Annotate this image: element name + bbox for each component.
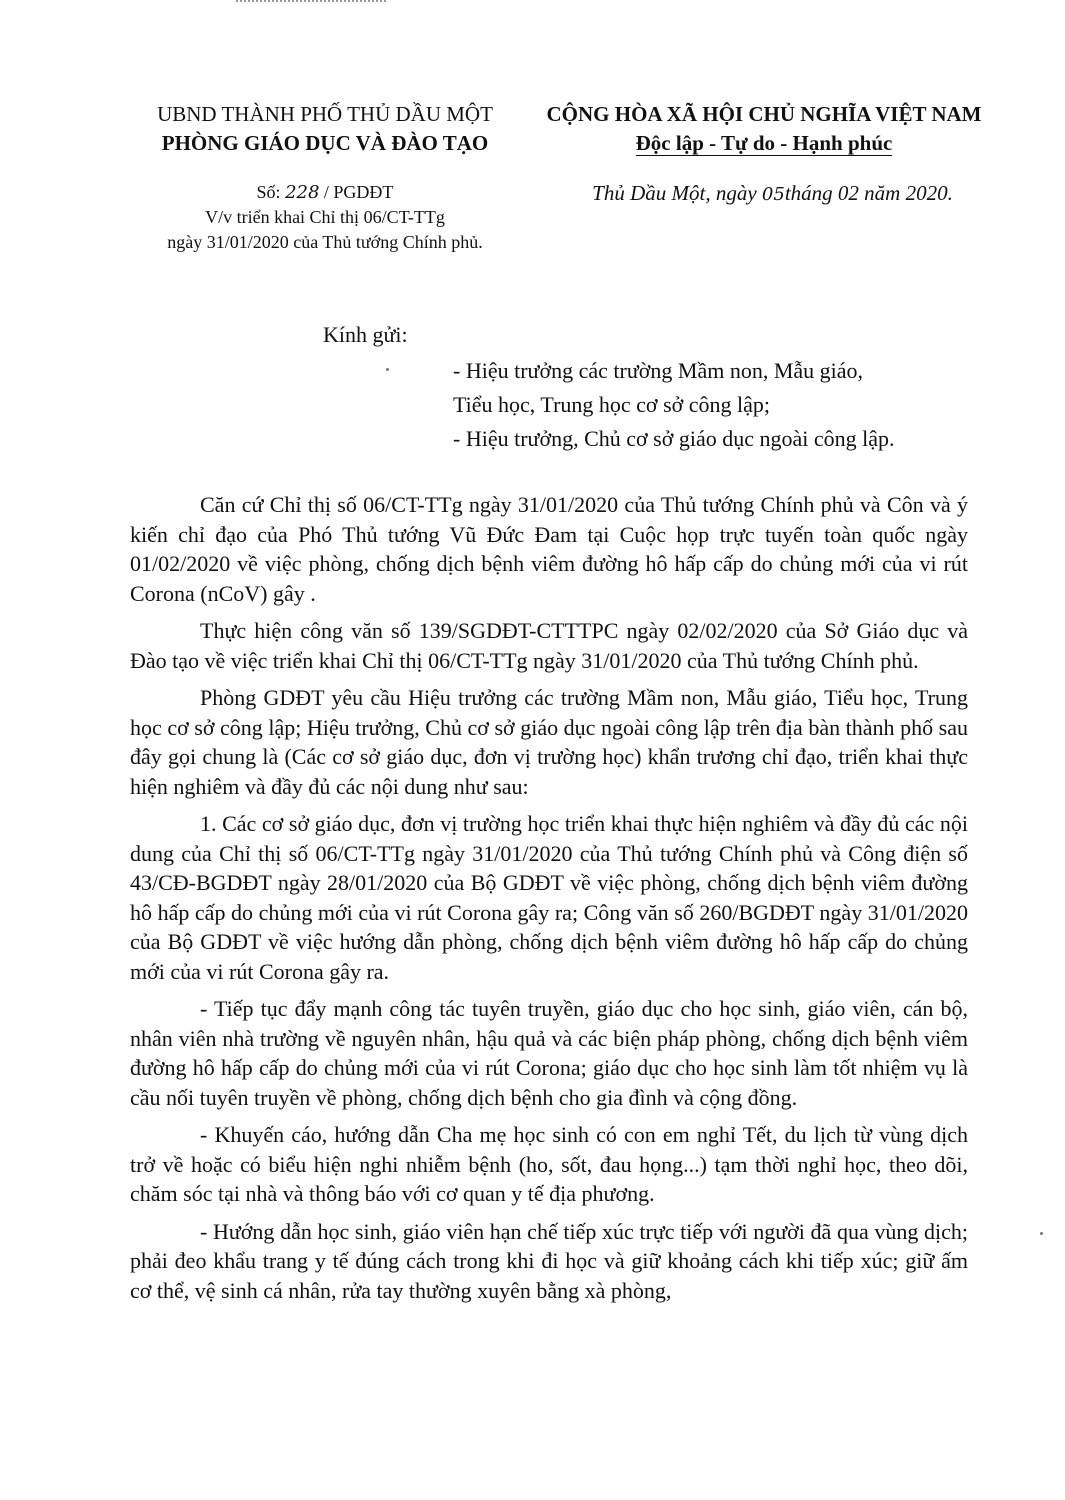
document-number-suffix: / PGDĐT bbox=[319, 182, 394, 202]
body-paragraph: Phòng GDĐT yêu cầu Hiệu trưởng các trường Mầm non, Mẫu giáo, Tiểu học, Trung học cơ sở công lập; Hiệu trưởng, Chủ cơ sở giáo dục ngoài công lập trên địa bàn thành phố sau đây gọi chung là (Các cơ sở giáo dục, đơn vị trường học) khẩn trương chỉ đạo, triển khai thực hiện nghiêm và đầy đủ các nội dung như sau: bbox=[130, 685, 968, 799]
document-reference-block bbox=[130, 180, 520, 255]
scan-speck bbox=[1040, 1232, 1043, 1235]
issue-date-day-handwritten: 05 bbox=[761, 184, 785, 205]
scan-speck bbox=[386, 368, 389, 371]
body-paragraph: Căn cứ Chỉ thị số 06/CT-TTg ngày 31/01/2020 của Thủ tướng Chính phủ và Côn và ý kiến chỉ đạo của Phó Thủ tướng Vũ Đức Đam tại Cuộc họp trực tuyến toàn quốc ngày 01/02/2020 về việc phòng, chống dịch bệnh viêm đường hô hấp cấp do chủng mới của vi rút Corona (nCoV) gây . bbox=[130, 492, 968, 606]
national-motto: Độc lập - Tự do - Hạnh phúc bbox=[635, 131, 893, 155]
document-subject-line1: V/v triển khai Chỉ thị 06/CT-TTg bbox=[205, 207, 445, 227]
recipient-line: - Hiệu trưởng, Chủ cơ sở giáo dục ngoài công lập. bbox=[453, 426, 895, 451]
recipient-line: Tiểu học, Trung học cơ sở công lập; bbox=[453, 392, 771, 417]
national-title: CỘNG HÒA XÃ HỘI CHỦ NGHĨA VIỆT NAM bbox=[546, 102, 982, 126]
city-committee-name: UBND THÀNH PHỐ THỦ DẦU MỘT bbox=[157, 102, 493, 126]
document-subject-line2: ngày 31/01/2020 của Thủ tướng Chính phủ. bbox=[167, 232, 483, 252]
recipient-line: - Hiệu trưởng các trường Mầm non, Mẫu giáo, bbox=[453, 358, 864, 383]
issue-date bbox=[560, 181, 985, 206]
scan-artifact bbox=[236, 0, 386, 5]
document-number bbox=[130, 180, 520, 205]
national-title-block bbox=[514, 100, 1014, 158]
issue-date-prefix: Thủ Dầu Một, ngày bbox=[592, 181, 762, 205]
issuing-agency-block bbox=[125, 100, 525, 158]
recipients-block bbox=[130, 318, 1000, 456]
document-number-prefix: Số: bbox=[256, 182, 286, 202]
issue-date-suffix: tháng 02 năm 2020. bbox=[784, 181, 953, 205]
recipients-greeting: Kính gửi: bbox=[323, 322, 408, 347]
body-paragraph: Thực hiện công văn số 139/SGDĐT-CTTTPC ngày 02/02/2020 của Sở Giáo dục và Đào tạo về việc triển khai Chỉ thị 06/CT-TTg ngày 31/01/2020 của Thủ tướng Chính phủ. bbox=[130, 618, 968, 673]
body-paragraph: - Tiếp tục đẩy mạnh công tác tuyên truyền, giáo dục cho học sinh, giáo viên, cán bộ, nhân viên nhà trường về nguyên nhân, hậu quả và các biện pháp phòng, chống dịch bệnh viêm đường hô hấp cấp do chủng mới của vi rút Corona; giáo dục cho học sinh làm tốt nhiệm vụ là cầu nối tuyên truyền về phòng, chống dịch bệnh cho gia đình và cộng đồng. bbox=[130, 996, 968, 1110]
body-paragraph: - Hướng dẫn học sinh, giáo viên hạn chế tiếp xúc trực tiếp với người đã qua vùng dịch; phải đeo khẩu trang y tế đúng cách trong khi đi học và giữ khoảng cách khi tiếp xúc; giữ ấm cơ thể, vệ sinh cá nhân, rửa tay thường xuyên bằng xà phòng, bbox=[130, 1218, 968, 1303]
body-paragraph: 1. Các cơ sở giáo dục, đơn vị trường học triển khai thực hiện nghiêm và đầy đủ các nội dung của Chỉ thị số 06/CT-TTg ngày 31/01/2020 của Thủ tướng Chính phủ và Công điện số 43/CĐ-BGDĐT ngày 28/01/2020 của Bộ GDĐT về việc phòng, chống dịch bệnh viêm đường hô hấp cấp do chủng mới của vi rút Corona gây ra; Công văn số 260/BGDĐT ngày 31/01/2020 của Bộ GDĐT về việc hướng dẫn phòng, chống dịch bệnh viêm đường hô hấp cấp do chủng mới của vi rút Corona gây ra. bbox=[130, 811, 968, 984]
department-name: PHÒNG GIÁO DỤC VÀ ĐÀO TẠO bbox=[161, 131, 489, 155]
body-paragraph: - Khuyến cáo, hướng dẫn Cha mẹ học sinh có con em nghỉ Tết, du lịch từ vùng dịch trở về hoặc có biểu hiện nghi nhiễm bệnh (ho, sốt, đau họng...) tạm thời nghỉ học, theo dõi, chăm sóc tại nhà và thông báo với cơ quan y tế địa phương. bbox=[130, 1122, 968, 1206]
document-number-handwritten: 228 bbox=[285, 182, 320, 203]
document-body bbox=[130, 490, 968, 1313]
